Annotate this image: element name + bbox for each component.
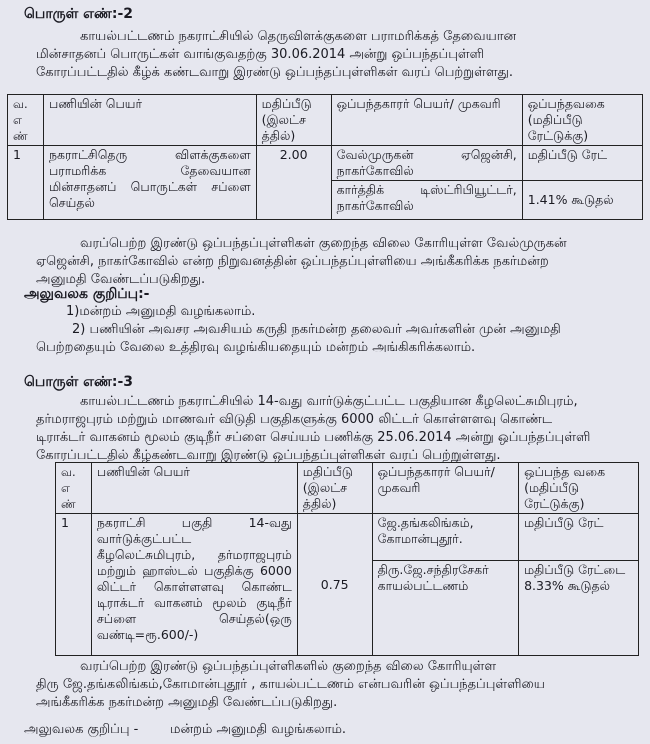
item3-col-estimate-header: மதிப்பீடு (இலட்ச த்தில்): [297, 463, 372, 514]
item3-bidder-2-name: திரு.ஜே.சந்திரசேகர் காயல்பட்டணம்: [372, 561, 519, 656]
item3-bidder-1-type: மதிப்பீடு ரேட்: [519, 514, 639, 561]
item2-estimate: 2.00: [256, 146, 331, 220]
item2-col-serial-header: வ. எ ண்: [8, 95, 44, 146]
item2-note-1: 1)மன்றம் அனுமதி வழங்கலாம்.: [66, 304, 256, 319]
item3-table-header-row: [56, 463, 639, 514]
item3-col-serial-header: வ. எ ண்: [56, 463, 92, 514]
item2-serial: 1: [8, 146, 44, 220]
item2-work: நகராட்சிதெரு விளக்குகளை பராமரிக்க தேவையான மின்சாதனப் பொருட்கள் சப்ளை செய்தல்: [43, 146, 256, 220]
item3-intro-line-2: தர்மராஜபுரம் மற்றும் மாணவர் விடுதி பகுதிகளுக்கு 6000 லிட்டர் கொள்ளளவு கொண்ட: [36, 412, 553, 427]
item3-serial: 1: [56, 514, 92, 656]
item3-heading: பொருள் எண்:-3: [24, 374, 133, 390]
item3-office-note-label: அலுவலக குறிப்பு -: [24, 722, 139, 737]
item2-note-2: 2) பணியின் அவசர அவசியம் கருதி நகர்மன்ற தலைவர் அவர்களின் முன் அனுமதி: [72, 322, 561, 337]
item2-office-note-label: அலுவலக குறிப்பு:-: [24, 286, 150, 302]
item3-table: [55, 462, 639, 656]
table-row: [8, 146, 643, 181]
item3-estimate: 0.75: [297, 514, 372, 656]
item3-intro-line-3: டிராக்டர் வாகனம் மூலம் குடிநீர் சப்ளை செய்யம் பணிக்கு 25.06.2014 அன்று ஒப்பந்தப்புள்ளி: [36, 430, 591, 445]
item2-intro-line-1: காயல்பட்டணம் நகராட்சியில் தெருவிளக்குகளை பராமரிக்கத் தேவையான: [80, 29, 517, 44]
item3-intro-line-4: கோரப்பட்டதில் கீழ்கண்டவாறு இரண்டு ஒப்பந்தப்புள்ளிகள் வரப் பெற்றுள்ளது.: [36, 448, 501, 463]
item3-col-work-header: பணியின் பெயர்: [91, 463, 297, 514]
item2-bidder-1-type: மதிப்பீடு ரேட்: [522, 146, 642, 181]
item2-intro-line-3: கோரப்பட்டதில் கீழ்க் கண்டவாறு இரண்டு ஒப்பந்தப்புள்ளிகள் வரப் பெற்றுள்ளது.: [36, 65, 513, 80]
item2-note-3: பெற்றதையும் வேலை உத்திரவு வழங்கியதையும் மன்றம் அங்கிகரிக்கலாம்.: [36, 340, 476, 355]
item3-conclusion-line-2: திரு ஜே.தங்கலிங்கம்,கோமான்புதூர் , காயல்பட்டணம் என்பவரின் ஒப்பந்தப்புள்ளியை: [36, 677, 545, 692]
item2-col-work-header: பணியின் பெயர்: [43, 95, 256, 146]
item2-bidder-1-name: வேல்முருகன் ஏஜென்சி, நாகர்கோவில்: [331, 146, 522, 181]
item2-table: [7, 94, 643, 220]
item3-bidder-1-name: ஜே.தங்கலிங்கம், கோமான்புதூர்.: [372, 514, 519, 561]
item3-bidder-2-type: மதிப்பீடு ரேட்டை 8.33% கூடுதல்: [519, 561, 639, 656]
item2-intro-line-2: மின்சாதனப் பொருட்கள் வாங்குவதற்கு 30.06.2014 அன்று ஒப்பந்தப்புள்ளி: [36, 47, 485, 62]
item2-table-header-row: [8, 95, 643, 146]
item3-conclusion-line-1: வரப்பெற்ற இரண்டு ஒப்பந்தப்புள்ளிகளில் குறைந்த விலை கோரியுள்ள: [80, 659, 497, 674]
item2-bidder-2-name: கார்த்திக் டிஸ்ட்ரிபியூட்டர், நாகர்கோவில்: [331, 181, 522, 220]
item3-office-note-text: மன்றம் அனுமதி வழங்கலாம்.: [170, 722, 347, 737]
item2-col-estimate-header: மதிப்பீடு (இலட்ச த்தில்): [256, 95, 331, 146]
item2-bidder-2-type: 1.41% கூடுதல்: [522, 181, 642, 220]
item2-conclusion-line-2: ஏஜென்சி, நாகர்கோவில் என்ற நிறுவனத்தின் ஒப்பந்தப்புள்ளியை அங்கீகரிக்க நகர்மன்ற: [36, 254, 549, 269]
item2-col-type-header: ஒப்பந்தவகை (மதிப்பீடு ரேட்டுக்கு): [522, 95, 642, 146]
table-row: [56, 514, 639, 561]
item3-col-contractor-header: ஒப்பந்தகாரர் பெயர்/முகவரி: [372, 463, 519, 514]
item3-intro-line-1: காயல்பட்டணம் நகராட்சியில் 14-வது வார்டுக்குட்பட்ட பகுதியான கீழலெட்சுமிபுரம்,: [80, 394, 578, 409]
item2-conclusion-line-1: வரப்பெற்ற இரண்டு ஒப்பந்தப்புள்ளிகள் குறைந்த விலை கோரியுள்ள வேல்முருகன்: [80, 236, 567, 251]
item2-heading: பொருள் எண்:-2: [24, 6, 133, 22]
item3-conclusion-line-3: அங்கீகரிக்க நகர்மன்ற அனுமதி வேண்டப்படுகிறது.: [36, 695, 338, 710]
item3-col-type-header: ஒப்பந்த வகை (மதிப்பீடு ரேட்டுக்கு): [519, 463, 639, 514]
item3-work: நகராட்சி பகுதி 14-வது வார்டுக்குட்பட்ட கீழலெட்சுமிபுரம், தர்மராஜபுரம் மற்றும் ஹாஸ்டல் பகுதிக்கு 6000 லிட்டர் கொள்ளளவு கொண்ட டிராக்டர் வாகனம் மூலம் குடிநீர் சப்ளை செய்தல்(ஒரு வண்டி=ரூ.600/-): [91, 514, 297, 656]
item2-conclusion-line-3: அனுமதி வேண்டப்படுகிறது.: [36, 272, 206, 287]
item2-col-contractor-header: ஒப்பந்தகாரர் பெயர்/ முகவரி: [331, 95, 522, 146]
